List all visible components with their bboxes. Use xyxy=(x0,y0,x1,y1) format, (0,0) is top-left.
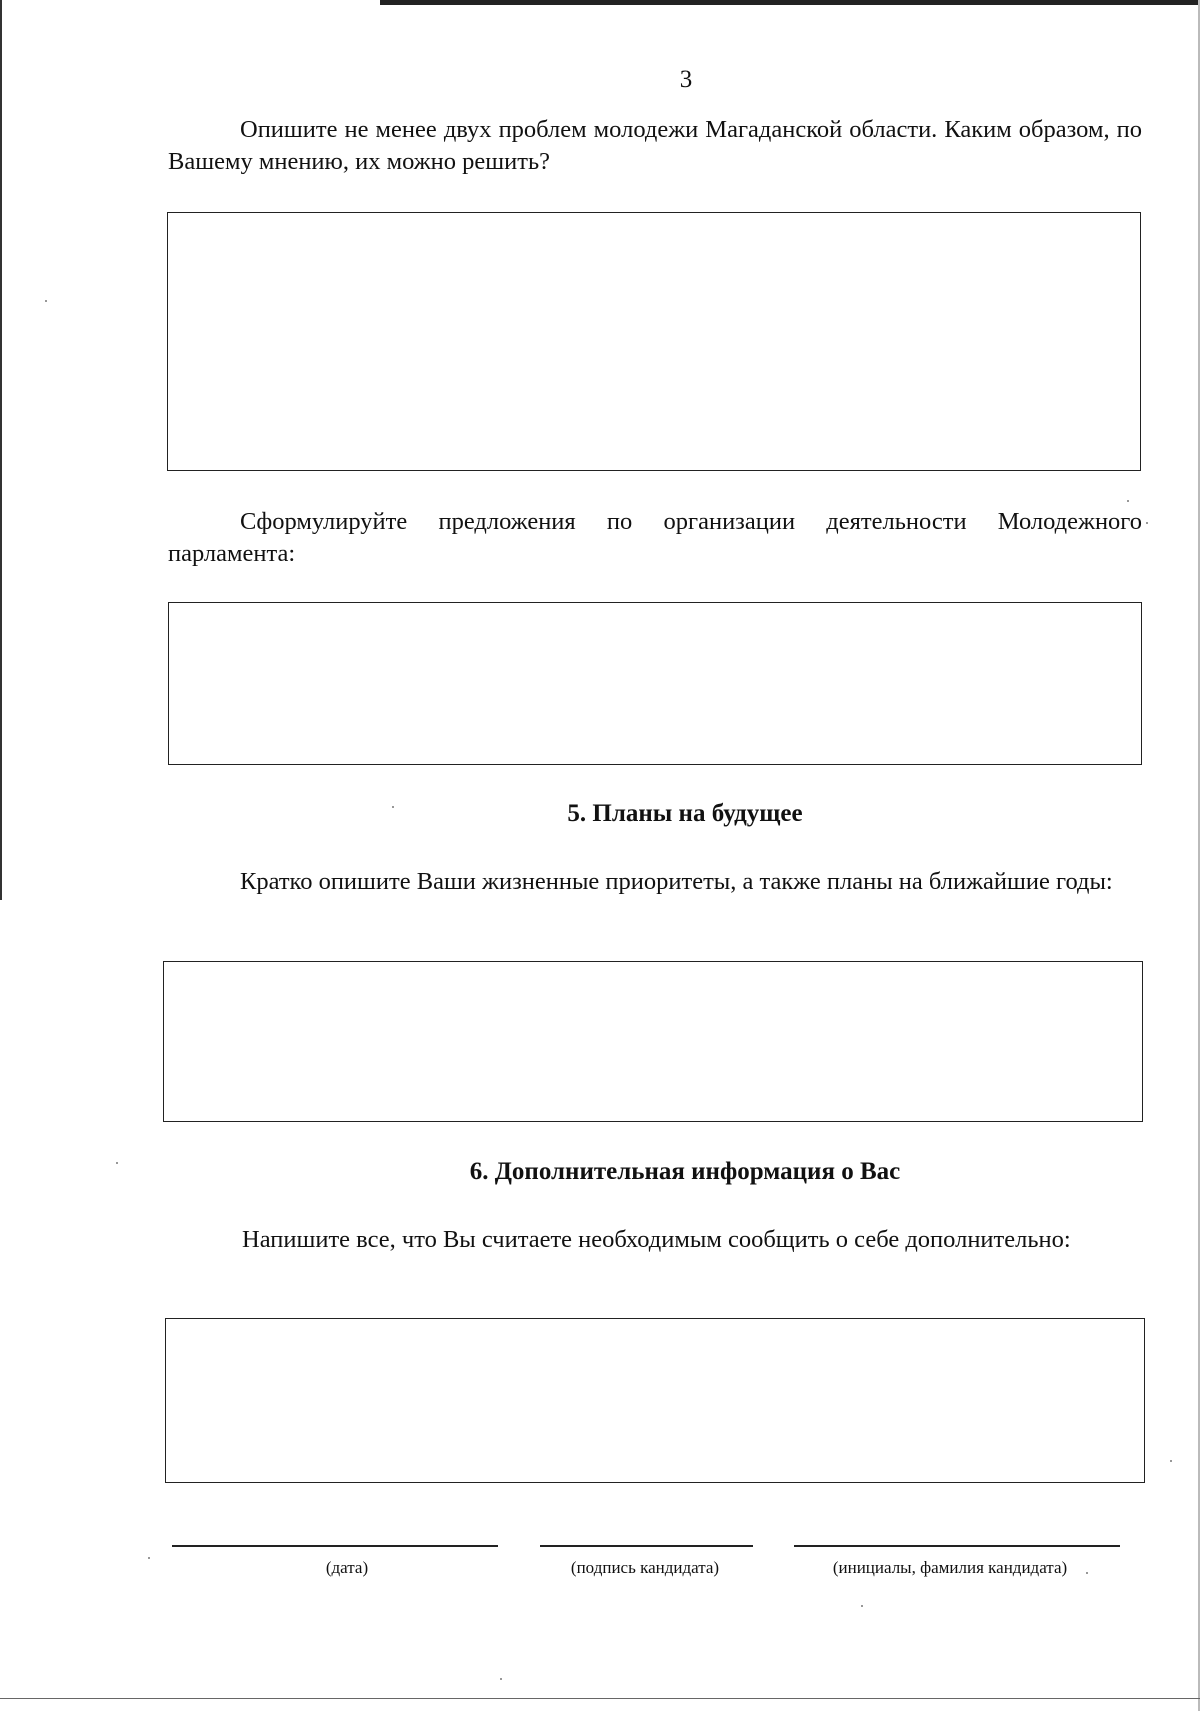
answer-box-youth-problems[interactable] xyxy=(167,212,1141,471)
scan-speck xyxy=(1086,1572,1088,1574)
scan-speck xyxy=(1170,1460,1172,1462)
scan-speck xyxy=(45,300,47,302)
signature-caption: (подпись кандидата) xyxy=(570,1558,720,1577)
scan-speck xyxy=(148,1557,150,1559)
question-future-plans xyxy=(168,866,1142,898)
scan-speck xyxy=(1127,500,1129,502)
scan-speck xyxy=(116,1162,118,1164)
date-caption: (дата) xyxy=(325,1558,369,1577)
section-5-title: 5. Планы на будущее xyxy=(567,800,803,827)
question-youth-problems xyxy=(168,114,1142,178)
question-additional-info xyxy=(170,1224,1144,1256)
scan-edge-top-fade xyxy=(0,0,380,5)
date-line[interactable] xyxy=(172,1545,498,1547)
section-6-title: 6. Дополнительная информация о Вас xyxy=(469,1158,901,1185)
question-future-plans-text: Кратко опишите Ваши жизненные приоритеты, а также планы на ближайшие годы: xyxy=(240,868,1113,895)
question-additional-info-text: Напишите все, что Вы считаете необходимым сообщить о себе дополнительно: xyxy=(242,1226,1071,1253)
name-line[interactable] xyxy=(794,1545,1120,1547)
scan-speck xyxy=(1146,522,1148,524)
answer-box-additional-info[interactable] xyxy=(165,1318,1145,1483)
question-parliament-proposals-text: Сформулируйте предложения по организации деятельности Молодежного парламента: xyxy=(168,508,1142,567)
answer-box-parliament-proposals[interactable] xyxy=(168,602,1142,765)
scan-speck xyxy=(500,1678,502,1680)
page-number: 3 xyxy=(679,66,693,93)
question-youth-problems-text: Опишите не менее двух проблем молодежи Магаданской области. Каким образом, по Вашему мнению, их можно решить? xyxy=(168,116,1142,175)
scan-speck xyxy=(861,1605,863,1607)
signature-line[interactable] xyxy=(540,1545,753,1547)
scan-edge-left xyxy=(0,0,2,900)
scan-edge-bottom xyxy=(0,1698,1200,1699)
answer-box-future-plans[interactable] xyxy=(163,961,1143,1122)
question-parliament-proposals xyxy=(168,506,1142,570)
scan-speck xyxy=(392,806,394,808)
name-caption: (инициалы, фамилия кандидата) xyxy=(832,1558,1068,1577)
